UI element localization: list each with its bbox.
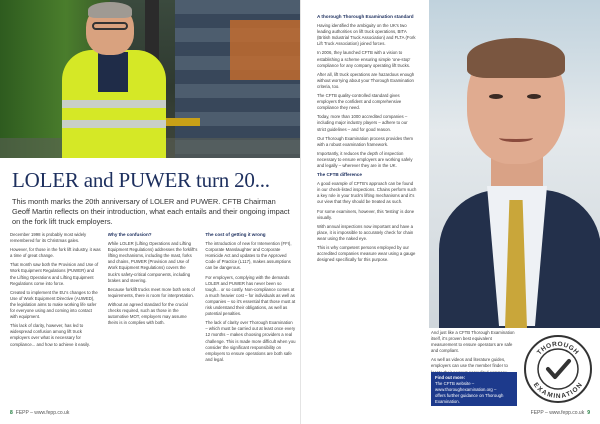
- standfirst: This month marks the 20th anniversary of LOLER and PUWER. CFTB Chairman Geoff Martin reflects on their introduction, what each entails and their ongoing impact on the fork lift truck employers.: [12, 197, 290, 226]
- paragraph: Importantly, it reduces the depth of inspection necessary to ensure employers are working safely and legally – wherever they are in the UK.: [317, 150, 413, 168]
- page-footer-right: [531, 410, 590, 416]
- findout-line: offers further guidance on Thorough Examination.: [435, 393, 504, 404]
- paragraph: This is why competent persons employed by our accredited companies measure wear using a gauge designed specifically for this purpose.: [317, 245, 416, 263]
- findout-link[interactable]: www.thoroughexamination.org –: [435, 387, 497, 392]
- thorough-examination-badge-icon: [523, 334, 593, 404]
- article-column-1: [10, 232, 101, 402]
- findout-title: Find out more:: [435, 375, 466, 380]
- article-column-2: [108, 232, 199, 402]
- paragraph: With annual inspections now important and have a place, it is impossible to accurately check for chain wear using the naked eye.: [317, 223, 414, 241]
- section-heading: The cost of getting it wrong: [205, 232, 266, 237]
- page-number: 8: [10, 410, 13, 416]
- paragraph: Because forklift trucks meet more both sets of requirements, there is room for interpretation.: [107, 286, 195, 298]
- article-column-3: [205, 232, 296, 402]
- paragraph: The CFTB quality-controlled standard gives employers the confident and comprehensive compliance they need.: [317, 93, 402, 111]
- paragraph: While LOLER (Lifting Operations and Lifting Equipment Regulations) addresses the forklift's lifting mechanisms, including the mast, forks and chains, PUWER (Provision and Use of Work Equipment Regulations) covers the truck's safety-critical components, including brakes and steering.: [107, 241, 198, 283]
- paragraph: However, for those in the fork lift industry, it was a time of great change.: [10, 247, 101, 259]
- badge-top-text: THOROUGH: [535, 340, 580, 357]
- paragraph: After all, lift truck operations are hazardous enough without worrying about your Thorough Examination criteria, too.: [317, 71, 415, 89]
- footer-site: FEPP – www.fepp.co.uk: [15, 410, 70, 416]
- paragraph: Without an agreed standard for the crucial checks required, such as those in the automotive MOT, employers may assume theirs is in complies with both.: [107, 301, 188, 326]
- paragraph: And just like a CFTB Thorough Examination itself, it's proven best equivalent measurement to ensure operators are safe and compliant.: [431, 330, 515, 354]
- paragraph: A good example of CFTB's approach can be found in our check-listed inspections. Chains perform such a key role in your truck's lifting mechanisms and it's our view that they should be treated as such.: [317, 181, 417, 205]
- paragraph: This lack of clarity, however, has led to widespread confusion among lift truck employers over what is necessary for compliance... and how to achieve it easily.: [10, 323, 90, 347]
- findout-line: The CFTB website –: [435, 381, 475, 386]
- paragraph: For employers, complying with the demands LOLER and PUWER has never been so tough... or so costly. Non-compliance comes at a much heavier cost – for individuals as well as companies – so it's essential that those must at risk understand their obligations, as well as potential penalties.: [205, 274, 296, 317]
- page-number: 9: [587, 410, 590, 416]
- section-heading: The CFTB difference: [317, 172, 362, 178]
- article-columns: [10, 232, 296, 402]
- find-out-more-box: [431, 372, 517, 406]
- badge-bottom-text: EXAMINATION: [531, 381, 585, 401]
- right-page: [300, 0, 600, 424]
- paragraph: The introduction of new for Intervention (FFI), Corporate Manslaughter and Corporate Homicide Act and updates to the Approved Code of Practice (L117), makes assumptions can be dangerous.: [205, 241, 292, 271]
- chairman-portrait-photo: [429, 0, 600, 328]
- paragraph: For some examiners, however, this 'testing' is done visually.: [317, 208, 415, 220]
- section-heading: Why the confusion?: [107, 232, 152, 237]
- paragraph: In 2006, they launched CFTB with a vision to establishing a scheme ensuring simple 'one-stop' compliance for any company operating lift trucks.: [317, 50, 411, 68]
- forklift-engineer-photo: [0, 0, 300, 158]
- paragraph: Having identified the ambiguity on the UK's two leading authorities on lift truck operations, BITA (British Industrial Truck Association) and FLTA (Fork Lift Truck Association) joined forces.: [317, 23, 416, 47]
- paragraph: As well as videos and literature guides, employers can use the member finder to: [431, 357, 508, 369]
- section-heading: A thorough Thorough Examination standard: [317, 14, 414, 19]
- footer-site: FEPP – www.fepp.co.uk: [530, 410, 585, 416]
- headline: LOLER and PUWER turn 20...: [12, 168, 270, 192]
- paragraph: Our Thorough Examination process provides them with a robust examination framework.: [317, 135, 413, 147]
- paragraph: Today, more than 1000 accredited companies – including major industry players – adhere to our strict guidelines – and for good reason.: [317, 114, 408, 132]
- paragraph: Created to implement the EU's changes to the Use of Work Equipment Directive (AUWED), the legislation aims to make working life safer for everyone using and coming into contact with equipment.: [10, 289, 98, 320]
- right-article-column: [317, 14, 417, 404]
- paragraph: The lack of clarity over Thorough Examination – which must be carried out at least once every 12 months – makes choosing providers a real challenge. This is made more difficult when you consider the significant responsibility on employers to ensure operations are both safe and legal.: [205, 320, 296, 362]
- paragraph: December 1998 is probably most widely remembered for its Christmas gales.: [10, 232, 87, 244]
- page-footer-left: [10, 410, 69, 416]
- paragraph: That month saw both the Provision and Use of Work Equipment Regulations (PUWER) and the Lifting Operations and Lifting Equipment Regulations come into force.: [10, 262, 99, 286]
